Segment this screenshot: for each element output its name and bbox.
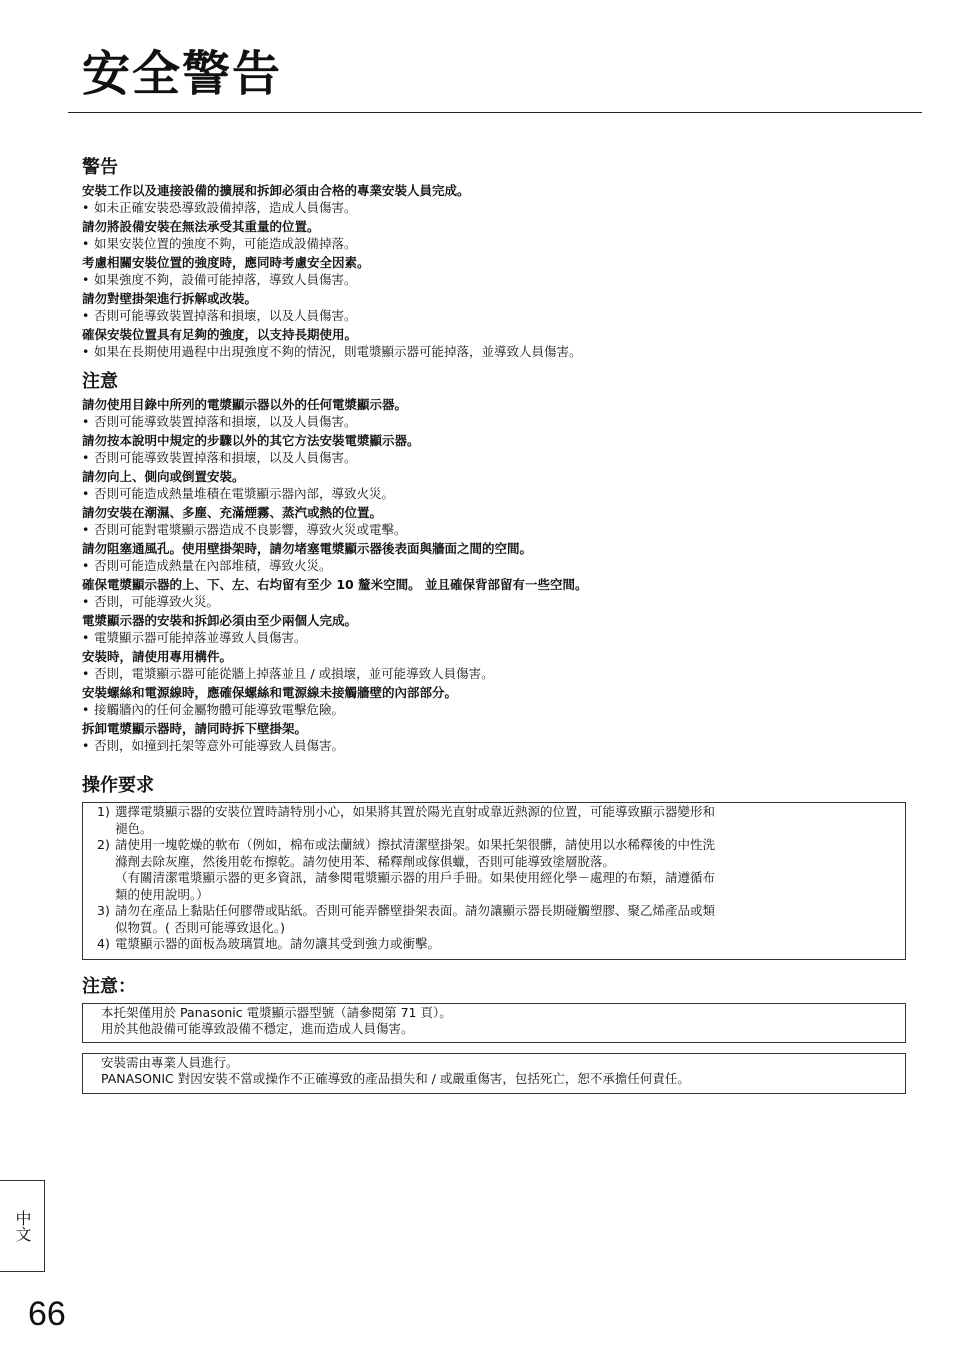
notice-heading-wrap bbox=[82, 975, 908, 1001]
bullet-icon: • bbox=[82, 522, 90, 537]
item-number: 4) bbox=[97, 936, 110, 951]
caution-item bbox=[82, 468, 908, 502]
caution-item bbox=[82, 576, 908, 610]
caution-item-bullet: • 電漿顯示器可能掉落並導致人員傷害。 bbox=[82, 630, 307, 645]
warning-item-bullet: • 如未正確安裝恐導致設備掉落，造成人員傷害。 bbox=[82, 200, 357, 215]
language-tab-label: 中文 bbox=[13, 1210, 32, 1242]
warning-heading: 警告 bbox=[82, 157, 118, 178]
bullet-icon: • bbox=[82, 486, 90, 501]
caution-item bbox=[82, 540, 908, 574]
item-number: 2) bbox=[97, 837, 110, 852]
caution-item-bullet: • 否則可能造成熱量在內部堆積，導致火災。 bbox=[82, 558, 332, 573]
caution-item-bullet: • 否則可能導致裝置掉落和損壞，以及人員傷害。 bbox=[82, 414, 357, 429]
warning-item bbox=[82, 182, 908, 216]
caution-item-title: 請勿安裝在潮濕、多塵、充滿煙霧、蒸汽或熱的位置。 bbox=[82, 505, 383, 520]
caution-item-title: 確保電漿顯示器的上、下、左、右均留有至少 10 釐米空間。 並且確保背部留有一些空間。 bbox=[82, 577, 588, 592]
warning-item-title: 確保安裝位置具有足夠的強度，以支持長期使用。 bbox=[82, 327, 358, 342]
page-number: 66 bbox=[28, 1295, 66, 1333]
bullet-icon: • bbox=[82, 272, 90, 287]
item-number: 1) bbox=[97, 804, 110, 819]
bullet-icon: • bbox=[82, 594, 90, 609]
bullet-icon: • bbox=[82, 558, 90, 573]
operation-line: 褪色。 bbox=[115, 820, 153, 836]
item-number: 3) bbox=[97, 903, 110, 918]
caution-item-title: 請勿按本說明中規定的步驟以外的其它方法安裝電漿顯示器。 bbox=[82, 433, 420, 448]
operation-heading-wrap bbox=[82, 774, 908, 800]
bullet-icon: • bbox=[82, 344, 90, 359]
operation-line: 電漿顯示器的面板為玻璃質地。請勿讓其受到強力或衝擊。 bbox=[115, 936, 441, 951]
warning-item-bullet: • 如果強度不夠，設備可能掉落，導致人員傷害。 bbox=[82, 272, 357, 287]
warning-item bbox=[82, 290, 908, 324]
bullet-icon: • bbox=[82, 738, 90, 753]
operation-line: 滌劑去除灰塵，然後用乾布擦乾。請勿使用苯、稀釋劑或傢俱蠟，否則可能導致塗層脫落。 bbox=[115, 853, 616, 869]
warning-item bbox=[82, 326, 908, 360]
notice-box bbox=[82, 1003, 906, 1043]
caution-item bbox=[82, 720, 908, 754]
operation-box bbox=[82, 802, 906, 960]
disclaimer-box bbox=[82, 1053, 906, 1094]
bullet-icon: • bbox=[82, 666, 90, 681]
bullet-icon: • bbox=[82, 414, 90, 429]
bullet-icon: • bbox=[82, 450, 90, 465]
title-divider bbox=[68, 112, 922, 113]
caution-item-title: 拆卸電漿顯示器時，請同時拆下壁掛架。 bbox=[82, 721, 308, 736]
warning-item-bullet: • 如果在長期使用過程中出現強度不夠的情況，則電漿顯示器可能掉落，並導致人員傷害。 bbox=[82, 344, 582, 359]
warning-section bbox=[82, 156, 908, 362]
caution-item-bullet: • 否則，電漿顯示器可能從牆上掉落並且 / 或損壞，並可能導致人員傷害。 bbox=[82, 666, 494, 681]
bullet-icon: • bbox=[82, 200, 90, 215]
bullet-icon: • bbox=[82, 630, 90, 645]
caution-item bbox=[82, 432, 908, 466]
operation-item bbox=[97, 837, 895, 903]
caution-item-title: 請勿使用目錄中所列的電漿顯示器以外的任何電漿顯示器。 bbox=[82, 397, 408, 412]
warning-item-bullet: • 否則可能導致裝置掉落和損壞，以及人員傷害。 bbox=[82, 308, 357, 323]
operation-line: 請勿在產品上黏貼任何膠帶或貼紙。否則可能弄髒壁掛架表面。請勿讓顯示器長期碰觸塑膠、聚乙烯產品或類 bbox=[115, 903, 716, 918]
operation-item bbox=[97, 936, 895, 953]
operation-heading: 操作要求 bbox=[82, 775, 154, 796]
operation-line: 選擇電漿顯示器的安裝位置時請特別小心，如果將其置於陽光直射或靠近熱源的位置，可能導致顯示器變形和 bbox=[115, 804, 716, 819]
operation-item bbox=[97, 804, 895, 837]
caution-item-title: 電漿顯示器的安裝和拆卸必須由至少兩個人完成。 bbox=[82, 613, 358, 628]
caution-item-bullet: • 否則可能導致裝置掉落和損壞，以及人員傷害。 bbox=[82, 450, 357, 465]
bullet-icon: • bbox=[82, 236, 90, 251]
warning-item bbox=[82, 254, 908, 288]
caution-item bbox=[82, 396, 908, 430]
disclaimer-line: 安裝需由專業人員進行。 bbox=[101, 1055, 239, 1070]
operation-line: 請使用一塊乾燥的軟布（例如，棉布或法蘭絨）擦拭清潔壁掛架。如果托架很髒，請使用以水稀釋後的中性洗 bbox=[115, 837, 716, 852]
warning-item-title: 請勿對壁掛架進行拆解或改裝。 bbox=[82, 291, 258, 306]
caution-section bbox=[82, 370, 908, 756]
warning-item-title: 請勿將設備安裝在無法承受其重量的位置。 bbox=[82, 219, 320, 234]
notice-line: 本托架僅用於 Panasonic 電漿顯示器型號（請參閱第 71 頁）。 bbox=[101, 1005, 452, 1020]
disclaimer-line: PANASONIC 對因安裝不當或操作不正確導致的產品損失和 / 或嚴重傷害，包括死亡，恕不承擔任何責任。 bbox=[101, 1071, 690, 1086]
caution-heading: 注意 bbox=[82, 371, 118, 392]
warning-item-title: 安裝工作以及連接設備的擴展和拆卸必須由合格的專業安裝人員完成。 bbox=[82, 183, 470, 198]
operation-line: 類的使用說明。） bbox=[115, 886, 209, 902]
caution-item-bullet: • 否則可能造成熱量堆積在電漿顯示器內部，導致火災。 bbox=[82, 486, 395, 501]
notice-heading: 注意： bbox=[82, 976, 136, 997]
notice-line: 用於其他設備可能導致設備不穩定，進而造成人員傷害。 bbox=[101, 1021, 414, 1036]
caution-item-title: 安裝螺絲和電源線時，應確保螺絲和電源線未接觸牆壁的內部部分。 bbox=[82, 685, 458, 700]
bullet-icon: • bbox=[82, 308, 90, 323]
bullet-icon: • bbox=[82, 702, 90, 717]
caution-item bbox=[82, 648, 908, 682]
caution-item-title: 安裝時，請使用專用構件。 bbox=[82, 649, 233, 664]
warning-item-title: 考慮相關安裝位置的強度時，應同時考慮安全因素。 bbox=[82, 255, 370, 270]
caution-item-bullet: • 否則，可能導致火災。 bbox=[82, 594, 220, 609]
caution-item-bullet: • 否則可能對電漿顯示器造成不良影響，導致火災或電擊。 bbox=[82, 522, 407, 537]
caution-item-bullet: • 否則，如撞到托架等意外可能導致人員傷害。 bbox=[82, 738, 345, 753]
operation-line: 似物質。( 否則可能導致退化。) bbox=[115, 919, 285, 935]
language-tab bbox=[0, 1180, 45, 1272]
caution-item-title: 請勿阻塞通風孔。使用壁掛架時，請勿堵塞電漿顯示器後表面與牆面之間的空間。 bbox=[82, 541, 533, 556]
caution-item bbox=[82, 612, 908, 646]
caution-item-title: 請勿向上、側向或倒置安裝。 bbox=[82, 469, 245, 484]
operation-item bbox=[97, 903, 895, 936]
caution-item-bullet: • 接觸牆內的任何金屬物體可能導致電擊危險。 bbox=[82, 702, 345, 717]
caution-item bbox=[82, 504, 908, 538]
warning-item bbox=[82, 218, 908, 252]
operation-line: （有關清潔電漿顯示器的更多資訊，請參閱電漿顯示器的用戶手冊。如果使用經化學－處理的布類，請遵循布 bbox=[115, 870, 716, 885]
warning-item-bullet: • 如果安裝位置的強度不夠，可能造成設備掉落。 bbox=[82, 236, 357, 251]
caution-item bbox=[82, 684, 908, 718]
page-title: 安全警告 bbox=[82, 46, 283, 102]
